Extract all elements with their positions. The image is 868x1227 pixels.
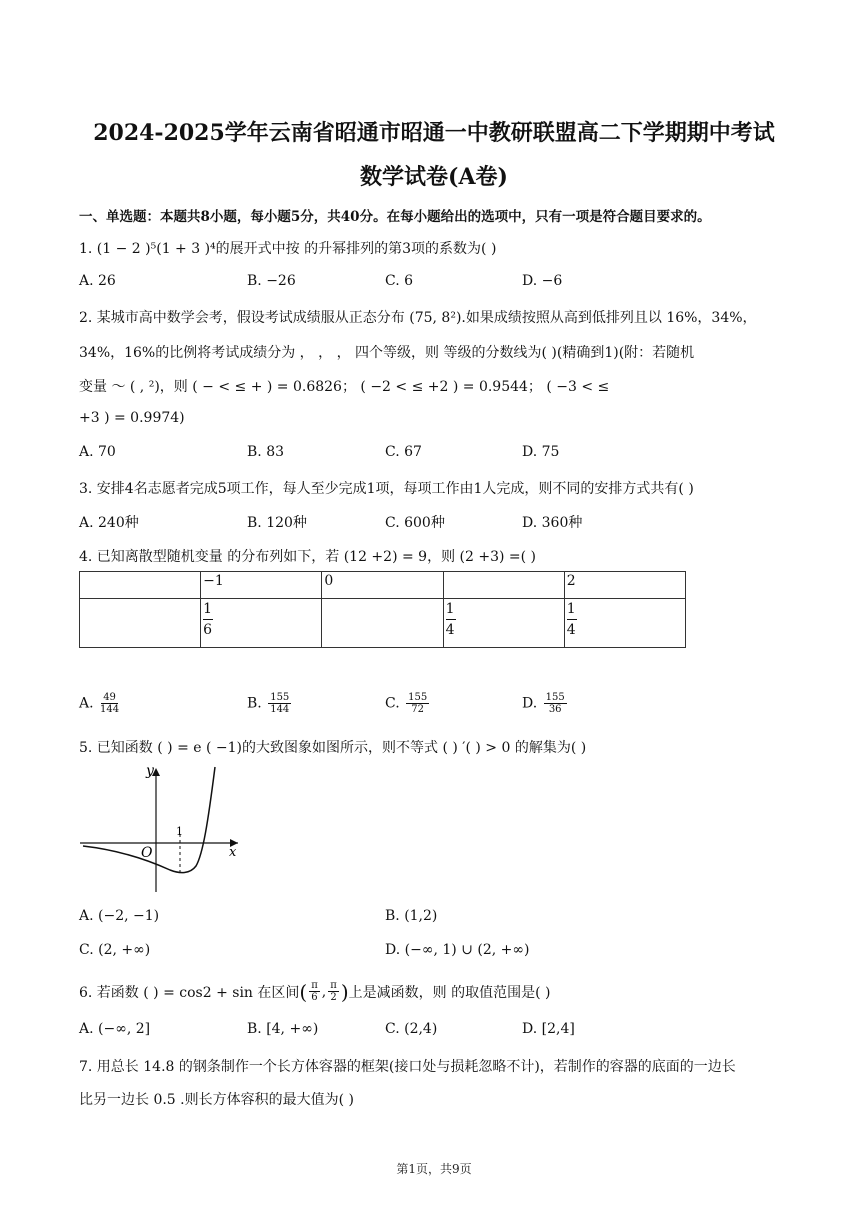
q3-option-c: C. 600种 (385, 515, 445, 531)
q6-option-d: D. [2,4] (522, 1021, 575, 1037)
table-cell (80, 599, 201, 648)
q2-option-d: D. 75 (522, 444, 560, 460)
y-axis-label: y (146, 763, 154, 779)
q4-option-c: C. $\frac{155}{72}$ (385, 692, 428, 715)
q2-option-c: C. 67 (385, 444, 422, 460)
table-cell (322, 599, 443, 648)
q3-option-d: D. 360种 (522, 515, 583, 531)
q6-option-c: C. (2,4) (385, 1021, 438, 1037)
question-3: 3. 安排4名志愿者完成5项工作，每人至少完成1项，每项工作由1人完成，则不同的安排方式共有( ) (79, 481, 694, 497)
q3-option-b: B. 120种 (247, 515, 307, 531)
q4-option-b: B. $\frac{155}{144}$ (247, 692, 290, 715)
origin-label: O (141, 845, 153, 861)
question-1: 1. (1 − 2 )⁵(1 + 3 )⁴的展开式中按 的升幂排列的第3项的系数为( ) (79, 241, 497, 257)
question-2-line3: 变量 ～ ( , ²)，则 ( − < ≤ + ) = 0.6826； ( −2 < ≤ +2 ) = 0.9544； ( −3 < ≤ (79, 379, 610, 395)
q5-option-a: A. (−2, −1) (79, 908, 160, 924)
q1-option-d: D. −6 (522, 273, 563, 289)
q6-option-b: B. [4, +∞) (247, 1021, 319, 1037)
table-cell: −1 (201, 572, 322, 599)
probability-fraction: $\frac{1}{4}$ (566, 601, 576, 638)
question-2-line4: +3 ) = 0.9974) (79, 410, 185, 426)
x-axis-label: x (229, 845, 237, 860)
q6-option-a: A. (−∞, 2] (79, 1021, 151, 1037)
table-row (80, 572, 686, 599)
q4-option-d: D. $\frac{155}{36}$ (522, 692, 565, 715)
question-4: 4. 已知离散型随机变量 的分布列如下，若 (12 +2) = 9，则 (2 +3) =( ) (79, 549, 536, 565)
table-cell: 2 (564, 572, 685, 599)
q5-option-c: C. (2, +∞) (79, 942, 151, 958)
question-2-line1: 2. 某城市高中数学会考，假设考试成绩服从正态分布 (75, 8²).如果成绩按照从高到低排列且以 16%，34%， (79, 310, 757, 326)
question-7-line2: 比另一边长 0.5 .则长方体容积的最大值为( ) (79, 1092, 354, 1108)
q1-option-b: B. −26 (247, 273, 296, 289)
q5-option-d: D. (−∞, 1) ∪ (2, +∞) (385, 942, 530, 958)
q2-option-b: B. 83 (247, 444, 285, 460)
question-5: 5. 已知函数 ( ) = e ( −1)的大致图象如图所示，则不等式 ( ) ′( ) > 0 的解集为( ) (79, 740, 587, 756)
table-cell (443, 599, 564, 648)
table-cell (443, 572, 564, 599)
probability-fraction: $\frac{1}{6}$ (203, 601, 213, 638)
distribution-table (79, 571, 686, 648)
section-heading: 一、单选题：本题共8小题，每小题5分，共40分。在每小题给出的选项中，只有一项是符合题目要求的。 (79, 209, 711, 225)
q5-option-b: B. (1,2) (385, 908, 438, 924)
table-cell (201, 599, 322, 648)
probability-fraction: $\frac{1}{4}$ (445, 601, 455, 638)
q3-option-a: A. 240种 (79, 515, 139, 531)
function-graph (78, 762, 248, 897)
interval-start: $\frac{\pi}{6}$ (311, 980, 318, 1003)
table-cell (80, 572, 201, 599)
table-cell: 0 (322, 572, 443, 599)
q2-option-a: A. 70 (79, 444, 116, 460)
tick-label-1: 1 (176, 825, 183, 838)
q1-option-c: C. 6 (385, 273, 414, 289)
q4-option-a: A. $\frac{49}{144}$ (79, 692, 120, 715)
page-subtitle: 数学试卷(A卷) (360, 164, 508, 190)
table-row (80, 599, 686, 648)
question-7-line1: 7. 用总长 14.8 的钢条制作一个长方体容器的框架(接口处与损耗忽略不计)，若制作的容器的底面的一边长 (79, 1059, 736, 1075)
q1-option-a: A. 26 (79, 273, 116, 289)
question-6: 6. 若函数 ( ) = cos2 + sin 在区间 ( $\frac{\pi}{6}$ , $\frac{\pi}{2}$ ) 上是减函数，则 的取值范围是( ) (79, 979, 551, 1004)
page-title: 2024-2025学年云南省昭通市昭通一中教研联盟高二下学期期中考试 (93, 120, 775, 146)
interval-end: $\frac{\pi}{2}$ (330, 980, 337, 1003)
page-footer: 第1页，共9页 (396, 1162, 472, 1176)
table-cell (564, 599, 685, 648)
question-2-line2: 34%，16%的比例将考试成绩分为 ， ， ， 四个等级，则 等级的分数线为( )(精确到1)(附：若随机 (79, 345, 695, 361)
